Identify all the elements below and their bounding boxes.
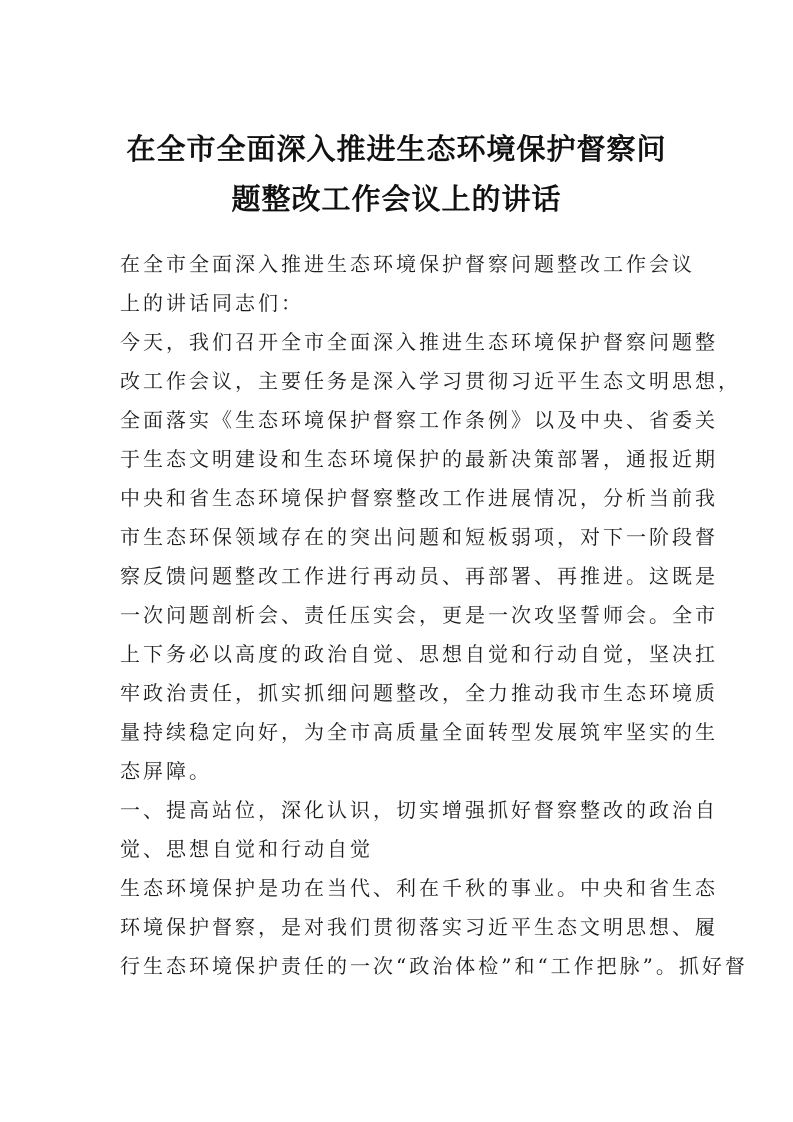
- body-line: 量持续稳定向好，为全市高质量全面转型发展筑牢坚实的生: [120, 720, 718, 744]
- body-line: 一次问题剖析会、责任压实会，更是一次攻坚誓师会。全市: [120, 603, 718, 627]
- body-line: 环境保护督察，是对我们贯彻落实习近平生态文明思想、履: [120, 915, 718, 939]
- body-line: 全面落实《生态环境保护督察工作条例》以及中央、省委关: [120, 408, 718, 432]
- body-line: 于生态文明建设和生态环境保护的最新决策部署，通报近期: [120, 447, 718, 471]
- body-line: 态屏障。: [120, 759, 212, 783]
- body-line: 改工作会议，主要任务是深入学习贯彻习近平生态文明思想，: [120, 369, 741, 393]
- body-line: 今天，我们召开全市全面深入推进生态环境保护督察问题整: [120, 330, 718, 354]
- body-line: 行生态环境保护责任的一次“政治体检”和“工作把脉”。抓好督: [120, 954, 748, 978]
- title-line-2: 题整改工作会议上的讲话: [231, 182, 562, 216]
- body-line: 生态环境保护是功在当代、利在千秋的事业。中央和省生态: [120, 876, 718, 900]
- body-line: 上下务必以高度的政治自觉、思想自觉和行动自觉，坚决扛: [120, 642, 718, 666]
- document-body: [120, 245, 748, 986]
- body-line: 中央和省生态环境保护督察整改工作进展情况，分析当前我: [120, 486, 718, 510]
- body-line: 上的讲话同志们：: [120, 291, 304, 315]
- body-line: 市生态环保领域存在的突出问题和短板弱项，对下一阶段督: [120, 525, 718, 549]
- section-heading-line: 一、提高站位，深化认识，切实增强抓好督察整改的政治自: [120, 798, 718, 822]
- body-line: 察反馈问题整改工作进行再动员、再部署、再推进。这既是: [120, 564, 718, 588]
- document-title: [80, 124, 713, 224]
- title-line-1: 在全市全面深入推进生态环境保护督察问: [126, 132, 667, 166]
- section-heading-line: 觉、思想自觉和行动自觉: [120, 837, 373, 861]
- body-line: 在全市全面深入推进生态环境保护督察问题整改工作会议: [120, 252, 695, 276]
- body-line: 牢政治责任，抓实抓细问题整改，全力推动我市生态环境质: [120, 681, 718, 705]
